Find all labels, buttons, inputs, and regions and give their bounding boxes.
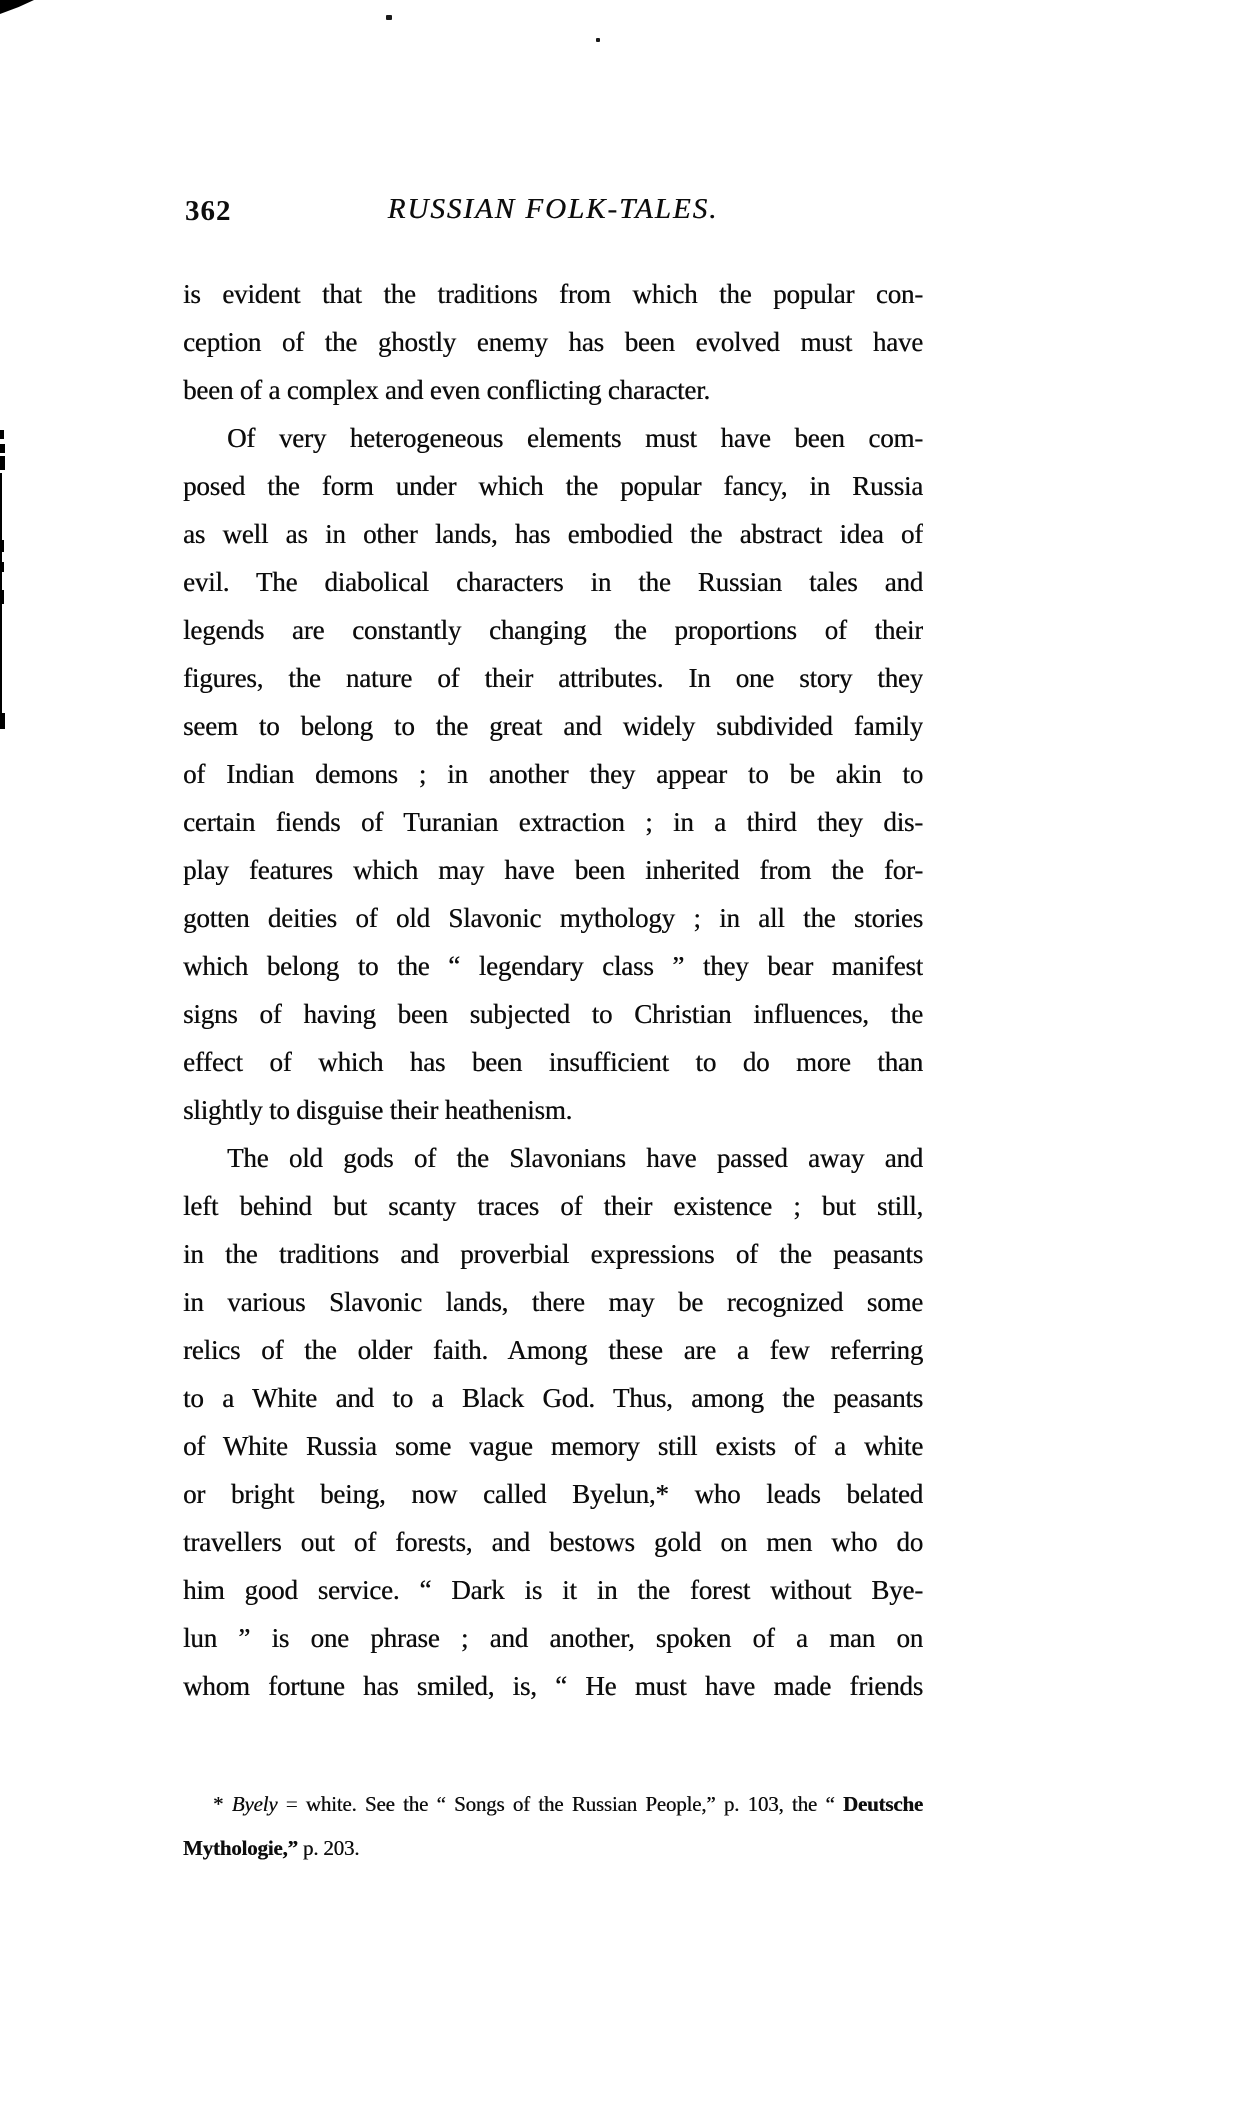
- text-line: relics of the older faith. Among these are a few referring: [183, 1335, 923, 1365]
- page-header: [183, 193, 923, 237]
- scan-artifact-edge: [0, 590, 4, 604]
- text-line: legends are constantly changing the proportions of their: [183, 615, 923, 645]
- scan-artifact-edge: [0, 444, 5, 453]
- body-text: [183, 270, 923, 1710]
- scan-artifact-corner: [0, 0, 34, 14]
- footnote-segment: Byely: [231, 1792, 278, 1816]
- footnote-segment: Mythologie,”: [183, 1836, 298, 1860]
- scan-artifact-edge: [0, 713, 5, 729]
- text-line: The old gods of the Slavonians have passed away and: [227, 1143, 923, 1173]
- text-line: of White Russia some vague memory still exists of a white: [183, 1431, 923, 1461]
- text-line: in various Slavonic lands, there may be recognized some: [183, 1287, 923, 1317]
- running-title: RUSSIAN FOLK-TALES.: [387, 193, 719, 225]
- footnote: [183, 1782, 923, 1870]
- footnote-line: [183, 1782, 923, 1826]
- footnote-line: [183, 1826, 923, 1870]
- text-line: play features which may have been inherited from the for-: [183, 855, 923, 885]
- text-line: figures, the nature of their attributes. In one story they: [183, 663, 923, 693]
- scan-artifact-edge: [0, 562, 4, 572]
- text-line: gotten deities of old Slavonic mythology ; in all the stories: [183, 903, 923, 933]
- text-line: is evident that the traditions from which the popular con-: [183, 279, 923, 309]
- text-line: signs of having been subjected to Christian influences, the: [183, 999, 923, 1029]
- text-line: ception of the ghostly enemy has been evolved must have: [183, 327, 923, 357]
- text-line: of Indian demons ; in another they appear to be akin to: [183, 759, 923, 789]
- text-line: left behind but scanty traces of their existence ; but still,: [183, 1191, 923, 1221]
- scan-speck: [596, 38, 600, 42]
- text-line: effect of which has been insufficient to do more than: [183, 1047, 923, 1077]
- scan-artifact-edge: [0, 540, 4, 552]
- text-line: as well as in other lands, has embodied the abstract idea of: [183, 519, 923, 549]
- text-line: certain fiends of Turanian extraction ; in a third they dis-: [183, 807, 923, 837]
- text-line: lun ” is one phrase ; and another, spoken of a man on: [183, 1623, 923, 1653]
- page-number: 362: [185, 195, 232, 227]
- footnote-segment: Deutsche: [842, 1792, 923, 1816]
- text-line: in the traditions and proverbial expressions of the peasants: [183, 1239, 923, 1269]
- footnote-segment: p. 203.: [297, 1836, 360, 1860]
- text-line: been of a complex and even conflicting character.: [183, 375, 710, 405]
- footnote-segment: *: [213, 1792, 232, 1816]
- footnote-segment: = white. See the “ Songs of the Russian People,” p. 103, the “: [277, 1792, 843, 1816]
- scan-artifact-edge: [0, 456, 5, 470]
- text-line: him good service. “ Dark is it in the forest without Bye-: [183, 1575, 923, 1605]
- text-line: posed the form under which the popular fancy, in Russia: [183, 471, 923, 501]
- text-line: which belong to the “ legendary class ” they bear manifest: [183, 951, 923, 981]
- text-line: or bright being, now called Byelun,* who leads belated: [183, 1479, 923, 1509]
- text-line: to a White and to a Black God. Thus, among the peasants: [183, 1383, 923, 1413]
- text-line: slightly to disguise their heathenism.: [183, 1095, 573, 1125]
- text-line: whom fortune has smiled, is, “ He must have made friends: [183, 1671, 923, 1701]
- text-line: seem to belong to the great and widely subdivided family: [183, 711, 923, 741]
- text-line: travellers out of forests, and bestows gold on men who do: [183, 1527, 923, 1557]
- text-line: evil. The diabolical characters in the Russian tales and: [183, 567, 923, 597]
- text-line: Of very heterogeneous elements must have been com-: [227, 423, 923, 453]
- scan-speck: [386, 15, 392, 20]
- scan-artifact-edge: [0, 430, 4, 439]
